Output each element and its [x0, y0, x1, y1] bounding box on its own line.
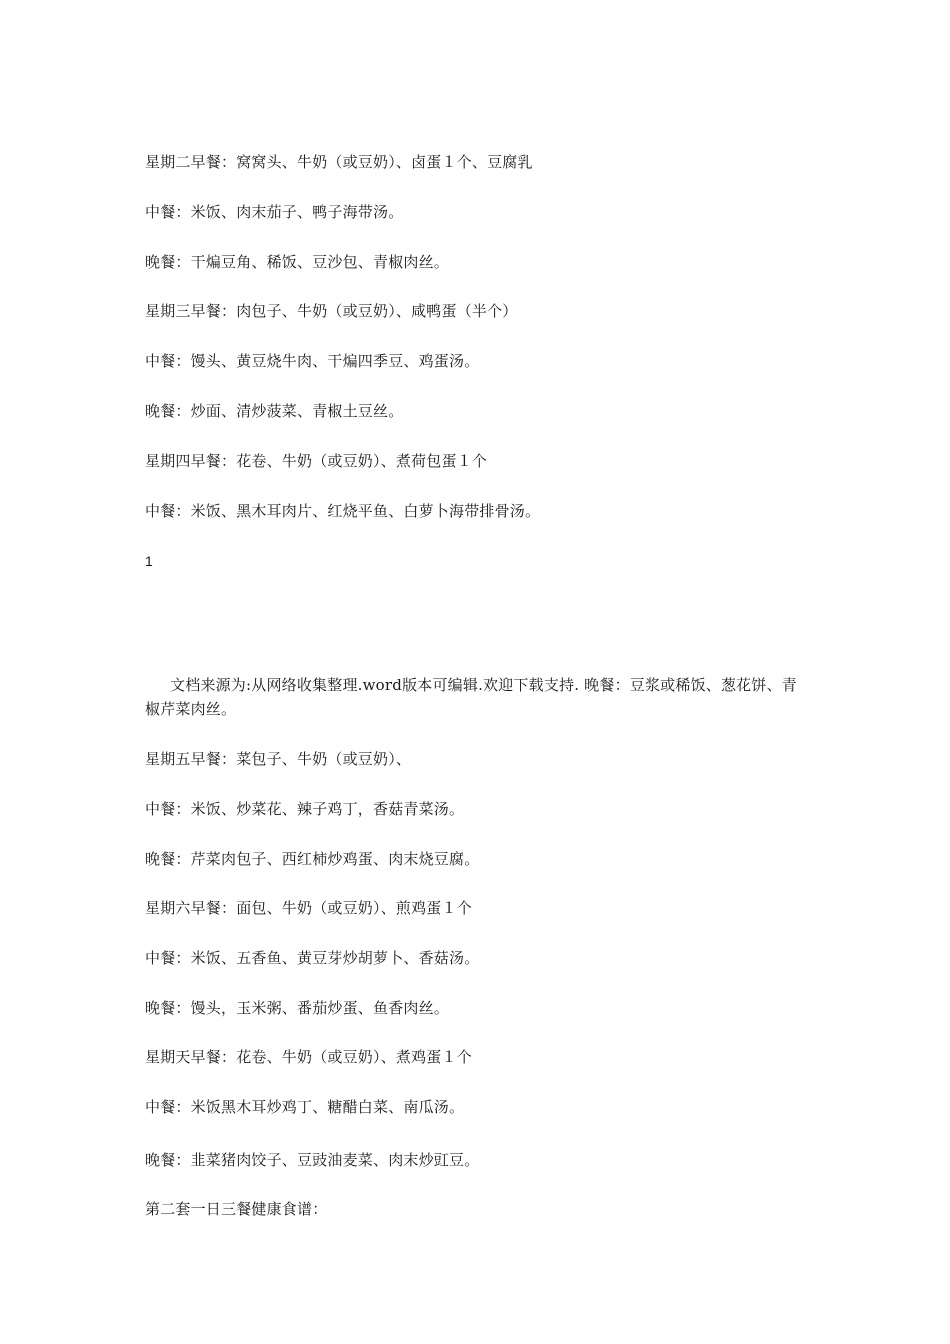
menu-line-tuesday-lunch: 中餐：米饭、肉末茄子、鸭子海带汤。: [145, 203, 404, 221]
menu-line-wednesday-breakfast: 星期三早餐：肉包子、牛奶（或豆奶）、咸鸭蛋（半个）: [145, 302, 518, 320]
menu-line-tuesday-dinner: 晚餐：干煸豆角、稀饭、豆沙包、青椒肉丝。: [145, 253, 450, 271]
menu-line-saturday-lunch: 中餐：米饭、五香鱼、黄豆芽炒胡萝卜、香菇汤。: [145, 949, 480, 967]
menu-line-thursday-breakfast: 星期四早餐：花卷、牛奶（或豆奶）、煮荷包蛋１个: [145, 452, 488, 470]
menu-line-friday-lunch: 中餐：米饭、炒菜花、辣子鸡丁，香菇青菜汤。: [145, 800, 465, 818]
menu-line-sunday-lunch: 中餐：米饭黑木耳炒鸡丁、糖醋白菜、南瓜汤。: [145, 1098, 465, 1116]
menu-line-saturday-breakfast: 星期六早餐：面包、牛奶（或豆奶）、煎鸡蛋１个: [145, 899, 472, 917]
menu-line-sunday-dinner: 晚餐：韭菜猪肉饺子、豆豉油麦菜、肉末炒豇豆。: [145, 1151, 480, 1169]
menu-line-tuesday-breakfast: 星期二早餐：窝窝头、牛奶（或豆奶）、卤蛋１个、豆腐乳: [145, 153, 533, 171]
page-number: 1: [145, 553, 153, 569]
menu-line-wednesday-dinner: 晚餐：炒面、清炒菠菜、青椒土豆丝。: [145, 402, 404, 420]
menu-line-wednesday-lunch: 中餐：馒头、黄豆烧牛肉、干煸四季豆、鸡蛋汤。: [145, 352, 480, 370]
menu-line-friday-dinner: 晚餐：芹菜肉包子、西红柿炒鸡蛋、肉末烧豆腐。: [145, 850, 480, 868]
section-heading-second-set: 第二套一日三餐健康食谱：: [145, 1200, 328, 1218]
menu-line-saturday-dinner: 晚餐：馒头，玉米粥、番茄炒蛋、鱼香肉丝。: [145, 999, 450, 1017]
source-note-paragraph: 文档来源为:从网络收集整理.word版本可编辑.欢迎下载支持. 晚餐：豆浆或稀饭、葱花饼、青椒芹菜肉丝。: [145, 676, 797, 718]
menu-line-thursday-lunch: 中餐：米饭、黑木耳肉片、红烧平鱼、白萝卜海带排骨汤。: [145, 502, 541, 520]
menu-line-sunday-breakfast: 星期天早餐：花卷、牛奶（或豆奶）、煮鸡蛋１个: [145, 1048, 472, 1066]
menu-line-friday-breakfast: 星期五早餐：菜包子、牛奶（或豆奶）、: [145, 750, 412, 768]
